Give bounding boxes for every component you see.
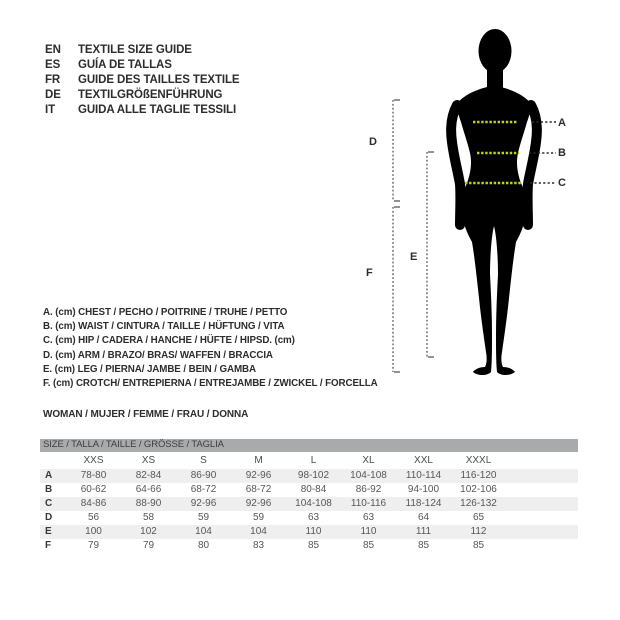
- measure-label-crotch: F: [366, 267, 373, 279]
- size-value: 112: [451, 525, 506, 539]
- size-value: 63: [362, 512, 375, 523]
- size-value: 94-100: [407, 484, 440, 495]
- language-list: [45, 43, 240, 118]
- language-label: TEXTILGRÖßENFÜHRUNG: [78, 89, 223, 101]
- size-header-spacer: [506, 453, 578, 469]
- language-label: GUIDE DES TAILLES TEXTILE: [78, 74, 240, 86]
- size-value: 126-132: [451, 497, 506, 511]
- size-value: 80-84: [300, 484, 327, 495]
- arm-guide-line-group: [393, 100, 400, 201]
- size-value: 80: [197, 540, 210, 551]
- language-label: GUÍA DE TALLAS: [78, 59, 172, 71]
- size-column-header: L: [310, 455, 317, 466]
- size-value: 79: [87, 540, 100, 551]
- size-value: 60-62: [80, 484, 107, 495]
- size-row-label: A: [40, 469, 66, 483]
- size-row-spacer: [506, 469, 578, 483]
- size-value: 102: [121, 525, 176, 539]
- language-code: IT: [45, 104, 56, 116]
- size-column-header: XL: [362, 455, 375, 466]
- language-row: [45, 88, 240, 103]
- size-value: 85: [472, 540, 485, 551]
- size-value: 83: [252, 540, 265, 551]
- size-value: 85: [417, 540, 430, 551]
- legend-item: C. (cm) HIP / CADERA / HANCHE / HÜFTE / HIPSD. (cm): [43, 335, 295, 347]
- size-value: 100: [66, 525, 121, 539]
- size-column-header: M: [254, 455, 263, 466]
- size-value: 65: [472, 512, 485, 523]
- size-value: 88-90: [121, 497, 176, 511]
- legend-item: E. (cm) LEG / PIERNA/ JAMBE / BEIN / GAMBA: [43, 363, 256, 375]
- size-value: 63: [307, 512, 320, 523]
- crotch-guide-line-group: [393, 207, 400, 372]
- size-table-title: SIZE / TALLA / TAILLE / GRÖSSE / TAGLIA: [40, 439, 578, 452]
- size-value: 58: [142, 512, 155, 523]
- language-row: [45, 43, 240, 58]
- measurement-legend: [43, 306, 378, 391]
- language-code: DE: [45, 89, 61, 101]
- size-value: 110: [341, 525, 396, 539]
- size-table-corner: [40, 453, 66, 469]
- size-row-spacer: [506, 497, 578, 511]
- size-value: 82-84: [121, 469, 176, 483]
- size-row-spacer: [506, 511, 578, 525]
- size-value: 56: [87, 512, 100, 523]
- language-code: FR: [45, 74, 61, 86]
- silhouette-body: [456, 87, 532, 375]
- legend-item: B. (cm) WAIST / CINTURA / TAILLE / HÜFTUNG / VITA: [43, 321, 285, 333]
- legend-item: D. (cm) ARM / BRAZO/ BRAS/ WAFFEN / BRACCIA: [43, 349, 273, 361]
- silhouette-right-arm: [528, 105, 537, 225]
- measure-label-chest: A: [558, 117, 566, 129]
- woman-silhouette-figure: [360, 20, 600, 390]
- size-value: 98-102: [286, 469, 341, 483]
- size-value: 110-116: [341, 497, 396, 511]
- size-value: 111: [396, 525, 451, 539]
- measure-label-waist: B: [558, 147, 566, 159]
- measure-label-arm: D: [369, 136, 377, 148]
- language-code: EN: [45, 44, 61, 56]
- size-value: 78-80: [66, 469, 121, 483]
- language-row: [45, 103, 240, 118]
- size-row-spacer: [506, 525, 578, 539]
- size-table: [40, 439, 578, 553]
- size-value: 59: [197, 512, 210, 523]
- silhouette-neck: [487, 60, 503, 88]
- size-column-header: XS: [141, 455, 156, 466]
- size-column-header: XXS: [83, 455, 104, 466]
- size-value: 85: [307, 540, 320, 551]
- size-value: 92-96: [231, 497, 286, 511]
- size-value: 64: [417, 512, 430, 523]
- size-value: 86-92: [355, 484, 382, 495]
- size-value: 104: [231, 525, 286, 539]
- size-value: 104-108: [341, 469, 396, 483]
- size-value: 92-96: [176, 497, 231, 511]
- measure-label-hip: C: [558, 177, 566, 189]
- size-column-header: XXL: [414, 455, 433, 466]
- size-value: 110-114: [396, 469, 451, 483]
- size-row-label: C: [40, 497, 66, 511]
- legend-item: A. (cm) CHEST / PECHO / POITRINE / TRUHE / PETTO: [43, 307, 288, 318]
- language-row: [45, 58, 240, 73]
- size-column-header: S: [200, 455, 207, 466]
- audience-line: WOMAN / MUJER / FEMME / FRAU / DONNA: [43, 409, 249, 420]
- size-value: 104: [176, 525, 231, 539]
- legend-item: F. (cm) CROTCH/ ENTREPIERNA / ENTREJAMBE / ZWICKEL / FORCELLA: [43, 377, 378, 389]
- language-row: [45, 73, 240, 88]
- size-row-spacer: [506, 483, 578, 497]
- size-value: 68-72: [245, 484, 272, 495]
- size-row-label: B: [45, 484, 53, 495]
- language-label: TEXTILE SIZE GUIDE: [78, 44, 192, 56]
- size-row-label: E: [40, 525, 66, 539]
- size-value: 110: [286, 525, 341, 539]
- size-value: 84-86: [66, 497, 121, 511]
- size-value: 64-66: [135, 484, 162, 495]
- measure-label-leg: E: [410, 251, 418, 263]
- size-table-grid: [40, 453, 578, 553]
- size-value: 79: [142, 540, 155, 551]
- size-value: 86-90: [176, 469, 231, 483]
- size-row-label: F: [45, 540, 52, 551]
- size-value: 92-96: [231, 469, 286, 483]
- size-column-header: XXXL: [465, 455, 492, 466]
- language-code: ES: [45, 59, 61, 71]
- leg-guide-line-group: [427, 152, 434, 357]
- language-label: GUIDA ALLE TAGLIE TESSILI: [78, 104, 237, 116]
- size-value: 118-124: [396, 497, 451, 511]
- size-value: 102-106: [460, 484, 497, 495]
- size-value: 116-120: [451, 469, 506, 483]
- size-value: 68-72: [190, 484, 217, 495]
- size-row-label: D: [45, 512, 53, 523]
- silhouette-left-arm: [451, 105, 460, 225]
- silhouette: [456, 29, 532, 375]
- size-row-spacer: [506, 539, 578, 553]
- size-value: 104-108: [286, 497, 341, 511]
- size-value: 85: [362, 540, 375, 551]
- size-value: 59: [252, 512, 265, 523]
